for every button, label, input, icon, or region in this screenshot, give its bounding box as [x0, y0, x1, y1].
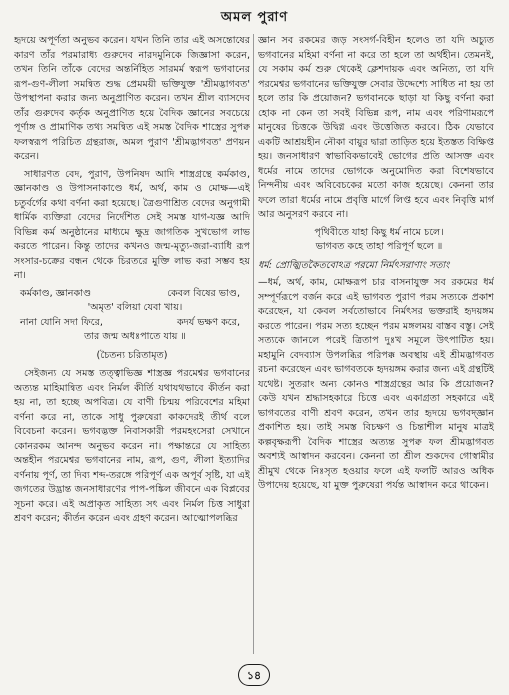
verse-line: তার জন্ম অধঃপাতে যায় ॥	[84, 331, 186, 342]
sanskrit-quote: ধর্ম: প্রোজ্ঝিতকৈতবোঽত্র পরমো নির্মৎসরাণাং সতাং	[258, 259, 450, 271]
verse-segment: কর্মকাণ্ড, জ্ঞানকাণ্ড	[20, 287, 92, 299]
verse-line	[20, 316, 250, 331]
verse-line: 'অমৃত' বলিয়া যেবা খায়।	[87, 302, 183, 313]
verse-block	[14, 287, 250, 345]
page-number: ১৪	[238, 664, 270, 686]
column-divider	[253, 34, 254, 654]
paragraph: হৃদয়ে অপূর্ণতা অনুভব করেন। যখন তিনি তার এই অসন্তোষের কারণ তাঁর পরমারাধ্য গুরুদেব নারদমুনিকে জিজ্ঞাসা করেন, তখন তিনি তাঁকে বেদের অন্তর্নিহিত সারমর্ম স্বরূপ ভগবানের রূপ-গুণ-লীলা সমন্বিত শুদ্ধ প্রেমময়ী ভক্তিযুক্ত 'শ্রীমদ্ভাগবত' উপস্থাপনা করার জন্য অনুপ্রাণিত করেন। তখন শ্রীল ব্যাসদেব তাঁর গুরুদেব কর্তৃক অনুপ্রাণিত হয়ে বৈদিক জ্ঞানের সবচেয়ে পূর্ণাঙ্গ ও প্রামাণিক তথ্য সমন্বিত এই সমস্ত বৈদিক শাস্ত্রের সুপক্ব ফলস্বরূপ পরিচিত গ্রন্থরাজ, অমল পুরাণ 'শ্রীমদ্ভাগবত' প্রণয়ন করেন।	[14, 35, 250, 162]
verse-line: পৃথিবীতে যাহা কিছু ধর্ম নামে চলে।	[314, 226, 444, 238]
verse-segment: কেবল বিষের ভাণ্ড,	[167, 287, 240, 299]
paragraph: সাধারণত বেদ, পুরাণ, উপনিষদ আদি শাস্ত্রগ্রন্থে কর্মকাণ্ড, জ্ঞানকাণ্ড ও উপাসনাকাণ্ডে ধর্ম, অর্থ, কাম ও মোক্ষ—এই চতুর্বর্গের কথা বর্ণনা করা হয়েছে। ত্রৈগুণাশ্রিত বেদের অনুগামী ধার্মিক ব্যক্তিরা বেদের নির্দেশিত সেই সমস্ত যাগ-যজ্ঞ আদি বিভিন্ন কর্ম অনুষ্ঠানের মাধ্যমে ক্ষুদ্র জাগতিক সুখভোগ লাভ করতে পারেন। কিন্তু তাদের কখনও জন্ম-মৃত্যু-জরা-ব্যাধি রূপ সংসার-চক্রের বন্ধন থেকে চিরতরে মুক্তি লাভ করা সম্ভব হয় না।	[14, 168, 250, 281]
verse-line	[20, 287, 250, 302]
verse-citation: (চৈতন্য চরিতামৃত)	[96, 349, 168, 361]
verse-segment: কদর্য ভক্ষণ করে,	[177, 316, 240, 328]
right-column	[258, 34, 494, 654]
paragraph: —ধর্ম, অর্থ, কাম, মোক্ষরূপ চার বাসনাযুক্ত সব রকমের ধর্ম সম্পূর্ণরূপে বর্জন করে এই ভাগবত পুরাণ পরম সত্যকে প্রকাশ করেছেন, যা কেবল সর্বতোভাবে নির্মৎসর ভক্তরাই হৃদয়ঙ্গম করতে পারেন। পরম সত্য হচ্ছেন পরম মঙ্গলময় বাস্তব বস্তু। সেই সত্যকে জানলে পরেই ত্রিতাপ দুঃখ সমূলে উৎপাটিত হয়। মহামুনি বেদব্যাস উপলব্ধির পরিপক্ক অবস্থায় এই শ্রীমদ্ভাগবত রচনা করেছেন এবং ভাগবতকে হৃদয়ঙ্গম করার জন্য এই গ্রন্থটিই যথেষ্ট। সুতরাং অন্য কোনও শাস্ত্রগ্রন্থের আর কি প্রয়োজন? কেউ যখন শ্রদ্ধাসহকারে চিত্তে এবং একাগ্রতা সহকারে এই ভাগবতের বাণী শ্রবণ করেন, তখন তার হৃদয়ে ভগবদ্জ্ঞান প্রকাশিত হয়। তাই সমস্ত বিচক্ষণ ও চিন্তাশীল মানুষ মাত্রই কল্পবৃক্ষরূপী বৈদিক শাস্ত্রের অত্যন্ত সুপক্ব ফল শ্রীমদ্ভাগবত অবশ্যই আস্বাদন করবেন। কেননা তা শ্রীল শুকদেব গোস্বামীর শ্রীমুখ থেকে নিঃসৃত হওয়ার ফলে এই ফলটি আরও অধিক উপাদেয় হয়েছে, যা মুক্ত পুরুষেরা পর্যন্ত আস্বাদন করে থাকেন।	[258, 277, 494, 491]
paragraph: সেইজন্য যে সমস্ত তত্ত্বাভিজ্ঞ শাস্ত্রজ্ঞ পরমেশ্বর ভগবানের অত্যন্ত মাহিমান্বিত এবং নির্মল কীর্তি যথাযথভাবে কীর্তন করা হয় না, তা হচ্ছে অপবিত্র। যে বাণী চিন্ময় পরিবেশের মহিমা বর্ণনা করে না, তাকে সাধু পুরুষেরা কাকদেরই তীর্থ বলে বিবেচনা করেন। ভগবদ্ভক্ত নিবাসকারী পরমহংসেরা সেখানে কোনরকম আনন্দ অনুভব করেন না। পক্ষান্তরে যে সাহিত্য অন্তহীন পরমেশ্বর ভগবানের নাম, রূপ, গুণ, লীলা ইত্যাদির বর্ণনায় পূর্ণ, তা দিব্য শব্দ-তরঙ্গে পরিপূর্ণ এক অপূর্ব সৃষ্টি, যা এই জগতের উদ্ভ্রান্ত জনসাধারণের পাপ-পঙ্কিল জীবনে এক বিপ্লবের সূচনা করে। এই অপ্রাকৃত সাহিত্য সৎ এবং নির্মল চিত্ত সাধুরা শ্রবণ করেন; কীর্তন করেন এবং গ্রহণ করেন। আত্মোপলব্ধির	[14, 368, 250, 524]
paragraph: জ্ঞান সব রকমের জড় সংসর্গ-বিহীন হলেও তা যদি অচ্যুত ভগবানের মহিমা বর্ণনা না করে তা হলে তা অর্থহীন। তেমনই, যে সকাম কর্ম শুরু থেকেই ক্লেশদায়ক এবং অনিত্য, তা যদি পরমেশ্বর ভগবানের ভক্তিযুক্ত সেবার উদ্দেশ্যে সাধিত না হয় তা হলে তার কি প্রয়োজন? ভগবানকে ছাড়া যা কিছু বর্ণনা করা হোক না কেন তা সবই বিভিন্ন রূপ, নাম এবং পরিণামরূপে মানুষের চিত্তকে উদ্বিগ্ন এবং উত্তেজিত করবে। ঠিক যেভাবে একটি আশ্রয়হীন নৌকা বায়ুর দ্বারা তাড়িত হয়ে ইতস্তত বিক্ষিপ্ত হয়। জনসাধারণ স্বাভাবিকভাবেই ভোগের প্রতি আসক্ত এবং ধর্মের নামে তাদের ভোগকে অনুমোদিত করা বিশেষভাবে নিন্দনীয় এবং অবিবেচকের মতো কাজ হয়েছে। কেননা তার ফলে তারা ধর্মের নামে প্রবৃত্তি মার্গে লিপ্ত হবে এবং নিবৃত্তি মার্গ আর অনুসরণ করবে না।	[258, 35, 494, 220]
verse-segment: নানা যোনি সদা ফিরে,	[20, 316, 103, 328]
page-header-title: অমল পুরাণ	[220, 10, 289, 25]
verse-block	[258, 226, 494, 255]
verse-line: ভাগবত কহে তাহা পরিপূর্ণ ছলে ॥	[315, 241, 443, 252]
left-column	[14, 34, 250, 654]
